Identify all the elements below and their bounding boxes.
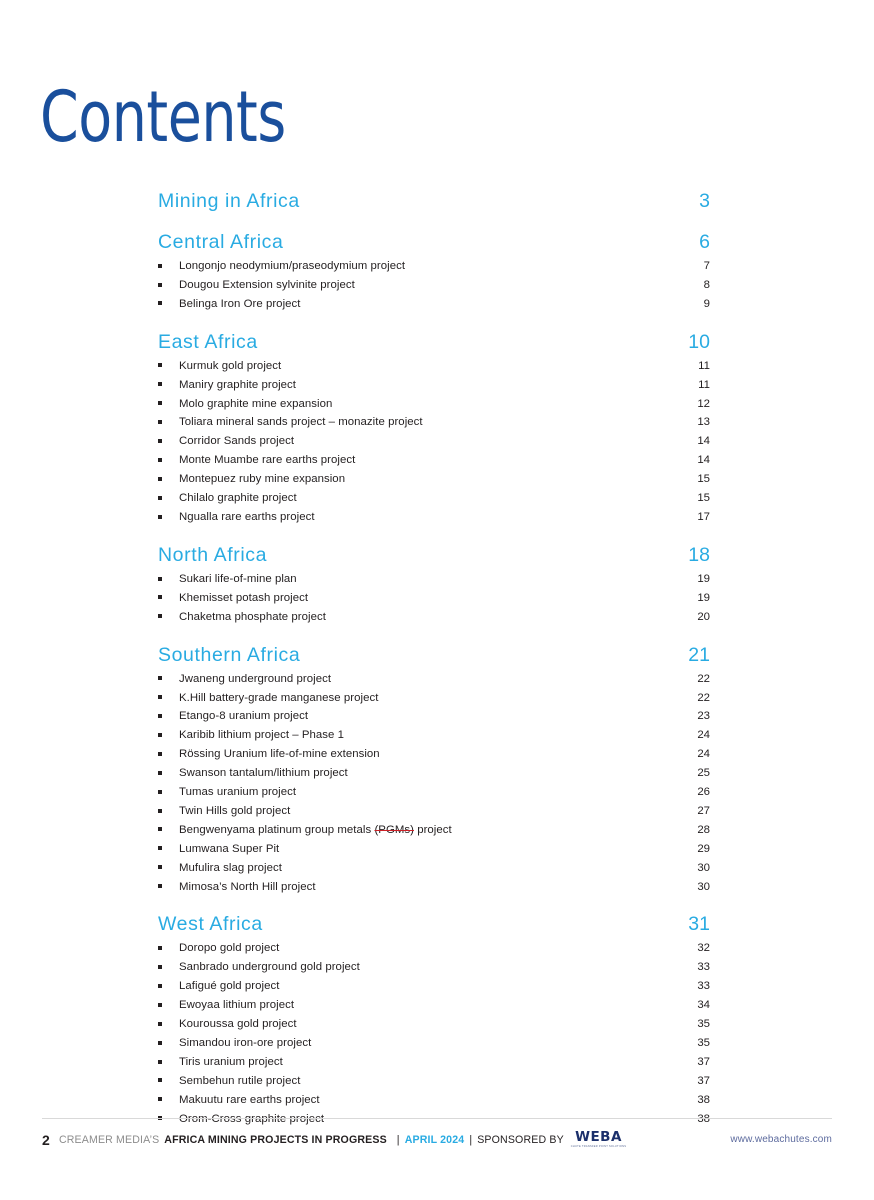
toc-entry-page: 34 [697,999,710,1012]
toc-entry-label: Chilalo graphite project [179,492,297,505]
bullet-square-icon [158,802,179,821]
bullet-square-icon [158,295,179,314]
toc-entry[interactable] [158,1015,710,1034]
toc-entry[interactable] [158,689,710,708]
bullet-square-icon [158,745,179,764]
toc-entry[interactable] [158,608,710,627]
toc-entry[interactable] [158,840,710,859]
toc-entry-page: 19 [697,572,710,585]
toc-entry-label: Maniry graphite project [179,378,297,391]
weba-logo-wordmark: WEBA [575,1129,622,1145]
toc-entry[interactable] [158,996,710,1015]
toc-entry[interactable] [158,295,710,314]
toc-entry-label: Lafigué gold project [179,980,280,993]
toc-entry[interactable] [158,276,710,295]
footer-page-number: 2 [42,1131,50,1148]
bullet-square-icon [158,432,179,451]
toc-entry-page: 14 [697,454,710,467]
toc-section-page: 3 [699,190,710,212]
footer-publisher: CREAMER MEDIA’S [58,1133,160,1146]
toc-entry[interactable] [158,1110,710,1129]
toc-entry-label: K.Hill battery-grade manganese project [179,691,379,704]
bullet-square-icon [158,670,179,689]
toc-entry-label: Twin Hills gold project [179,804,291,817]
toc-entry-label: Ngualla rare earths project [179,510,315,523]
toc-entry-label [179,1110,686,1129]
bullet-square-icon [158,764,179,783]
table-of-contents [158,188,710,1129]
bullet-square-icon [158,958,179,977]
toc-entry[interactable] [158,376,710,395]
bullet-square-icon [158,276,179,295]
toc-section-title: West Africa [158,913,263,936]
toc-entry-page: 19 [697,591,710,604]
toc-entry-label: Karibib lithium project – Phase 1 [179,729,345,742]
toc-section [158,188,710,214]
toc-entry-page: 15 [697,473,710,486]
toc-entry[interactable] [158,939,710,958]
page-footer [42,1130,832,1149]
toc-item-list [158,570,710,627]
toc-section-page: 10 [688,330,710,353]
toc-item-list [158,357,710,527]
bullet-square-icon [158,470,179,489]
toc-entry-page: 13 [697,416,710,429]
toc-entry[interactable] [158,878,710,897]
toc-section-page: 18 [688,543,710,566]
toc-entry-page: 14 [697,435,710,448]
toc-entry-page: 28 [697,823,710,836]
toc-section-header[interactable] [158,229,710,255]
toc-entry-page: 17 [697,510,710,523]
toc-section-title: East Africa [158,330,258,353]
weba-logo-tagline: CHUTE TRANSFER POINT SOLUTIONS [570,1145,627,1148]
toc-entry-page: 11 [698,378,710,391]
bullet-square-icon [158,840,179,859]
toc-section [158,642,710,897]
bullet-square-icon [158,996,179,1015]
bullet-square-icon [158,707,179,726]
toc-section-page: 31 [688,913,710,936]
footer-sponsored-by-label: SPONSORED BY [477,1133,564,1146]
toc-entry-page: 20 [697,610,710,623]
toc-entry-page: 9 [703,297,710,310]
footer-divider [42,1118,832,1119]
bullet-square-icon [158,821,179,840]
bullet-square-icon [158,589,179,608]
footer-separator-2: | [469,1133,473,1146]
toc-entry-page: 22 [697,672,710,685]
footer-publication-title: AFRICA MINING PROJECTS IN PROGRESS [164,1133,387,1146]
toc-entry-page: 22 [697,691,710,704]
bullet-square-icon [158,1072,179,1091]
footer-issue-date: APRIL 2024 [404,1133,465,1146]
toc-entry-label: Sanbrado underground gold project [179,961,360,974]
toc-entry-label: Corridor Sands project [179,435,295,448]
toc-entry[interactable] [158,726,710,745]
toc-entry-page: 24 [697,729,710,742]
toc-entry-label: Tumas uranium project [179,786,297,799]
toc-entry-page: 35 [697,1018,710,1031]
toc-entry[interactable] [158,357,710,376]
toc-entry-label: Swanson tantalum/lithium project [179,767,348,780]
toc-section-page: 6 [699,231,710,253]
toc-entry[interactable] [158,1034,710,1053]
toc-entry-page: 27 [697,804,710,817]
toc-section-title: North Africa [158,543,268,566]
toc-entry-page: 37 [697,1055,710,1068]
toc-entry-page: 12 [697,397,710,410]
toc-entry-page: 37 [697,1074,710,1087]
toc-entry[interactable] [158,470,710,489]
toc-entry-label: Mimosa’s North Hill project [179,880,316,893]
toc-entry[interactable] [158,257,710,276]
toc-section [158,329,710,527]
toc-entry-label: Lumwana Super Pit [179,842,280,855]
toc-entry-label: Montepuez ruby mine expansion [179,473,346,486]
toc-section [158,542,710,627]
plain-text: project [413,823,452,836]
bullet-square-icon [158,451,179,470]
toc-entry-page: 26 [697,786,710,799]
toc-item-list [158,257,710,314]
weba-logo [571,1130,626,1149]
toc-entry[interactable] [158,764,710,783]
toc-entry-page: 30 [697,861,710,874]
toc-section-header[interactable] [158,542,710,568]
toc-entry[interactable] [158,802,710,821]
toc-entry[interactable] [158,859,710,878]
bullet-square-icon [158,939,179,958]
toc-entry-page [686,1110,710,1129]
toc-entry-label: Rössing Uranium life-of-mine extension [179,748,380,761]
toc-entry-page: 15 [697,492,710,505]
bullet-square-icon [158,1034,179,1053]
toc-entry-label: Longonjo neodymium/praseodymium project [179,260,406,272]
toc-section [158,911,710,1128]
toc-entry[interactable] [158,451,710,470]
toc-entry-label: Doropo gold project [179,942,280,955]
bullet-square-icon [158,726,179,745]
toc-entry-page: 29 [697,842,710,855]
toc-entry-label: Mufulira slag project [179,861,282,874]
bullet-square-icon [158,257,179,276]
bullet-square-icon [158,489,179,508]
toc-entry-page: 23 [697,710,710,723]
toc-entry-page: 35 [697,1037,710,1049]
toc-item-list [158,670,710,897]
toc-entry-label [179,821,686,840]
toc-entry[interactable] [158,413,710,432]
toc-section-title: Central Africa [158,231,284,253]
toc-entry-label: Monte Muambe rare earths project [179,454,356,467]
toc-section-title: Mining in Africa [158,190,300,212]
plain-text: Bengwenyama platinum group metals [179,823,375,836]
toc-section-header[interactable] [158,911,710,937]
toc-entry[interactable] [158,745,710,764]
toc-entry[interactable] [158,508,710,527]
bullet-square-icon [158,357,179,376]
toc-entry-page: 8 [703,278,710,291]
toc-item-list [158,939,710,1128]
toc-entry[interactable] [158,1072,710,1091]
toc-entry[interactable] [158,489,710,508]
footer-separator-1: | [396,1133,400,1146]
toc-entry[interactable] [158,395,710,414]
bullet-square-icon [158,508,179,527]
toc-entry-label: Khemisset potash project [179,591,309,604]
toc-section-title: Southern Africa [158,643,301,666]
toc-entry-label: Toliara mineral sands project – monazite project [179,416,423,429]
bullet-square-icon [158,1110,179,1129]
struck-text: (PGMs) [374,823,414,836]
page-title: Contents [40,76,286,158]
toc-entry-label: Sembehun rutile project [179,1074,301,1087]
toc-entry-page: 7 [703,260,710,272]
toc-entry-page: 24 [697,748,710,761]
footer-left-group [42,1130,626,1149]
bullet-square-icon [158,977,179,996]
toc-section-header[interactable] [158,329,710,355]
toc-entry-label: Simandou iron-ore project [179,1037,312,1049]
toc-entry[interactable] [158,1053,710,1072]
toc-entry-label: Sukari life-of-mine plan [179,572,297,585]
toc-entry[interactable] [158,977,710,996]
toc-entry-label: Molo graphite mine expansion [179,397,333,410]
bullet-square-icon [158,783,179,802]
toc-entry[interactable] [158,821,710,840]
bullet-square-icon [158,1053,179,1072]
toc-entry[interactable] [158,589,710,608]
bullet-square-icon [158,878,179,897]
bullet-square-icon [158,570,179,589]
bullet-square-icon [158,1091,179,1110]
bullet-square-icon [158,608,179,627]
toc-entry-label: Jwaneng underground project [179,672,332,685]
toc-entry-label: Kurmuk gold project [179,359,282,372]
toc-entry-page: 11 [698,359,710,372]
toc-entry[interactable] [158,432,710,451]
toc-entry-page: 33 [697,961,710,974]
toc-entry-label: Kouroussa gold project [179,1018,297,1031]
toc-entry[interactable] [158,670,710,689]
toc-section-page: 21 [688,643,710,666]
toc-entry[interactable] [158,570,710,589]
toc-entry[interactable] [158,1091,710,1110]
toc-entry-page: 38 [697,1093,710,1106]
bullet-square-icon [158,689,179,708]
bullet-square-icon [158,1015,179,1034]
toc-entry-label: Ewoyaa lithium project [179,999,295,1012]
toc-section-header[interactable] [158,642,710,668]
toc-section-header[interactable] [158,188,710,214]
toc-section [158,229,710,314]
footer-website: www.webachutes.com [730,1134,832,1145]
toc-entry[interactable] [158,707,710,726]
toc-entry-label: Tiris uranium project [179,1055,283,1068]
toc-entry[interactable] [158,783,710,802]
toc-entry-label: Makuutu rare earths project [179,1093,320,1106]
toc-entry-page: 30 [697,880,710,893]
toc-entry-label: Dougou Extension sylvinite project [179,278,355,291]
toc-entry-label: Belinga Iron Ore project [179,297,301,310]
bullet-square-icon [158,376,179,395]
bullet-square-icon [158,413,179,432]
toc-entry-page: 32 [697,942,710,955]
toc-entry-label: Etango-8 uranium project [179,710,309,723]
bullet-square-icon [158,395,179,414]
bullet-square-icon [158,859,179,878]
toc-entry-label: Chaketma phosphate project [179,610,326,623]
toc-entry[interactable] [158,958,710,977]
toc-entry-page: 33 [697,980,710,993]
toc-entry-page: 25 [697,767,710,780]
